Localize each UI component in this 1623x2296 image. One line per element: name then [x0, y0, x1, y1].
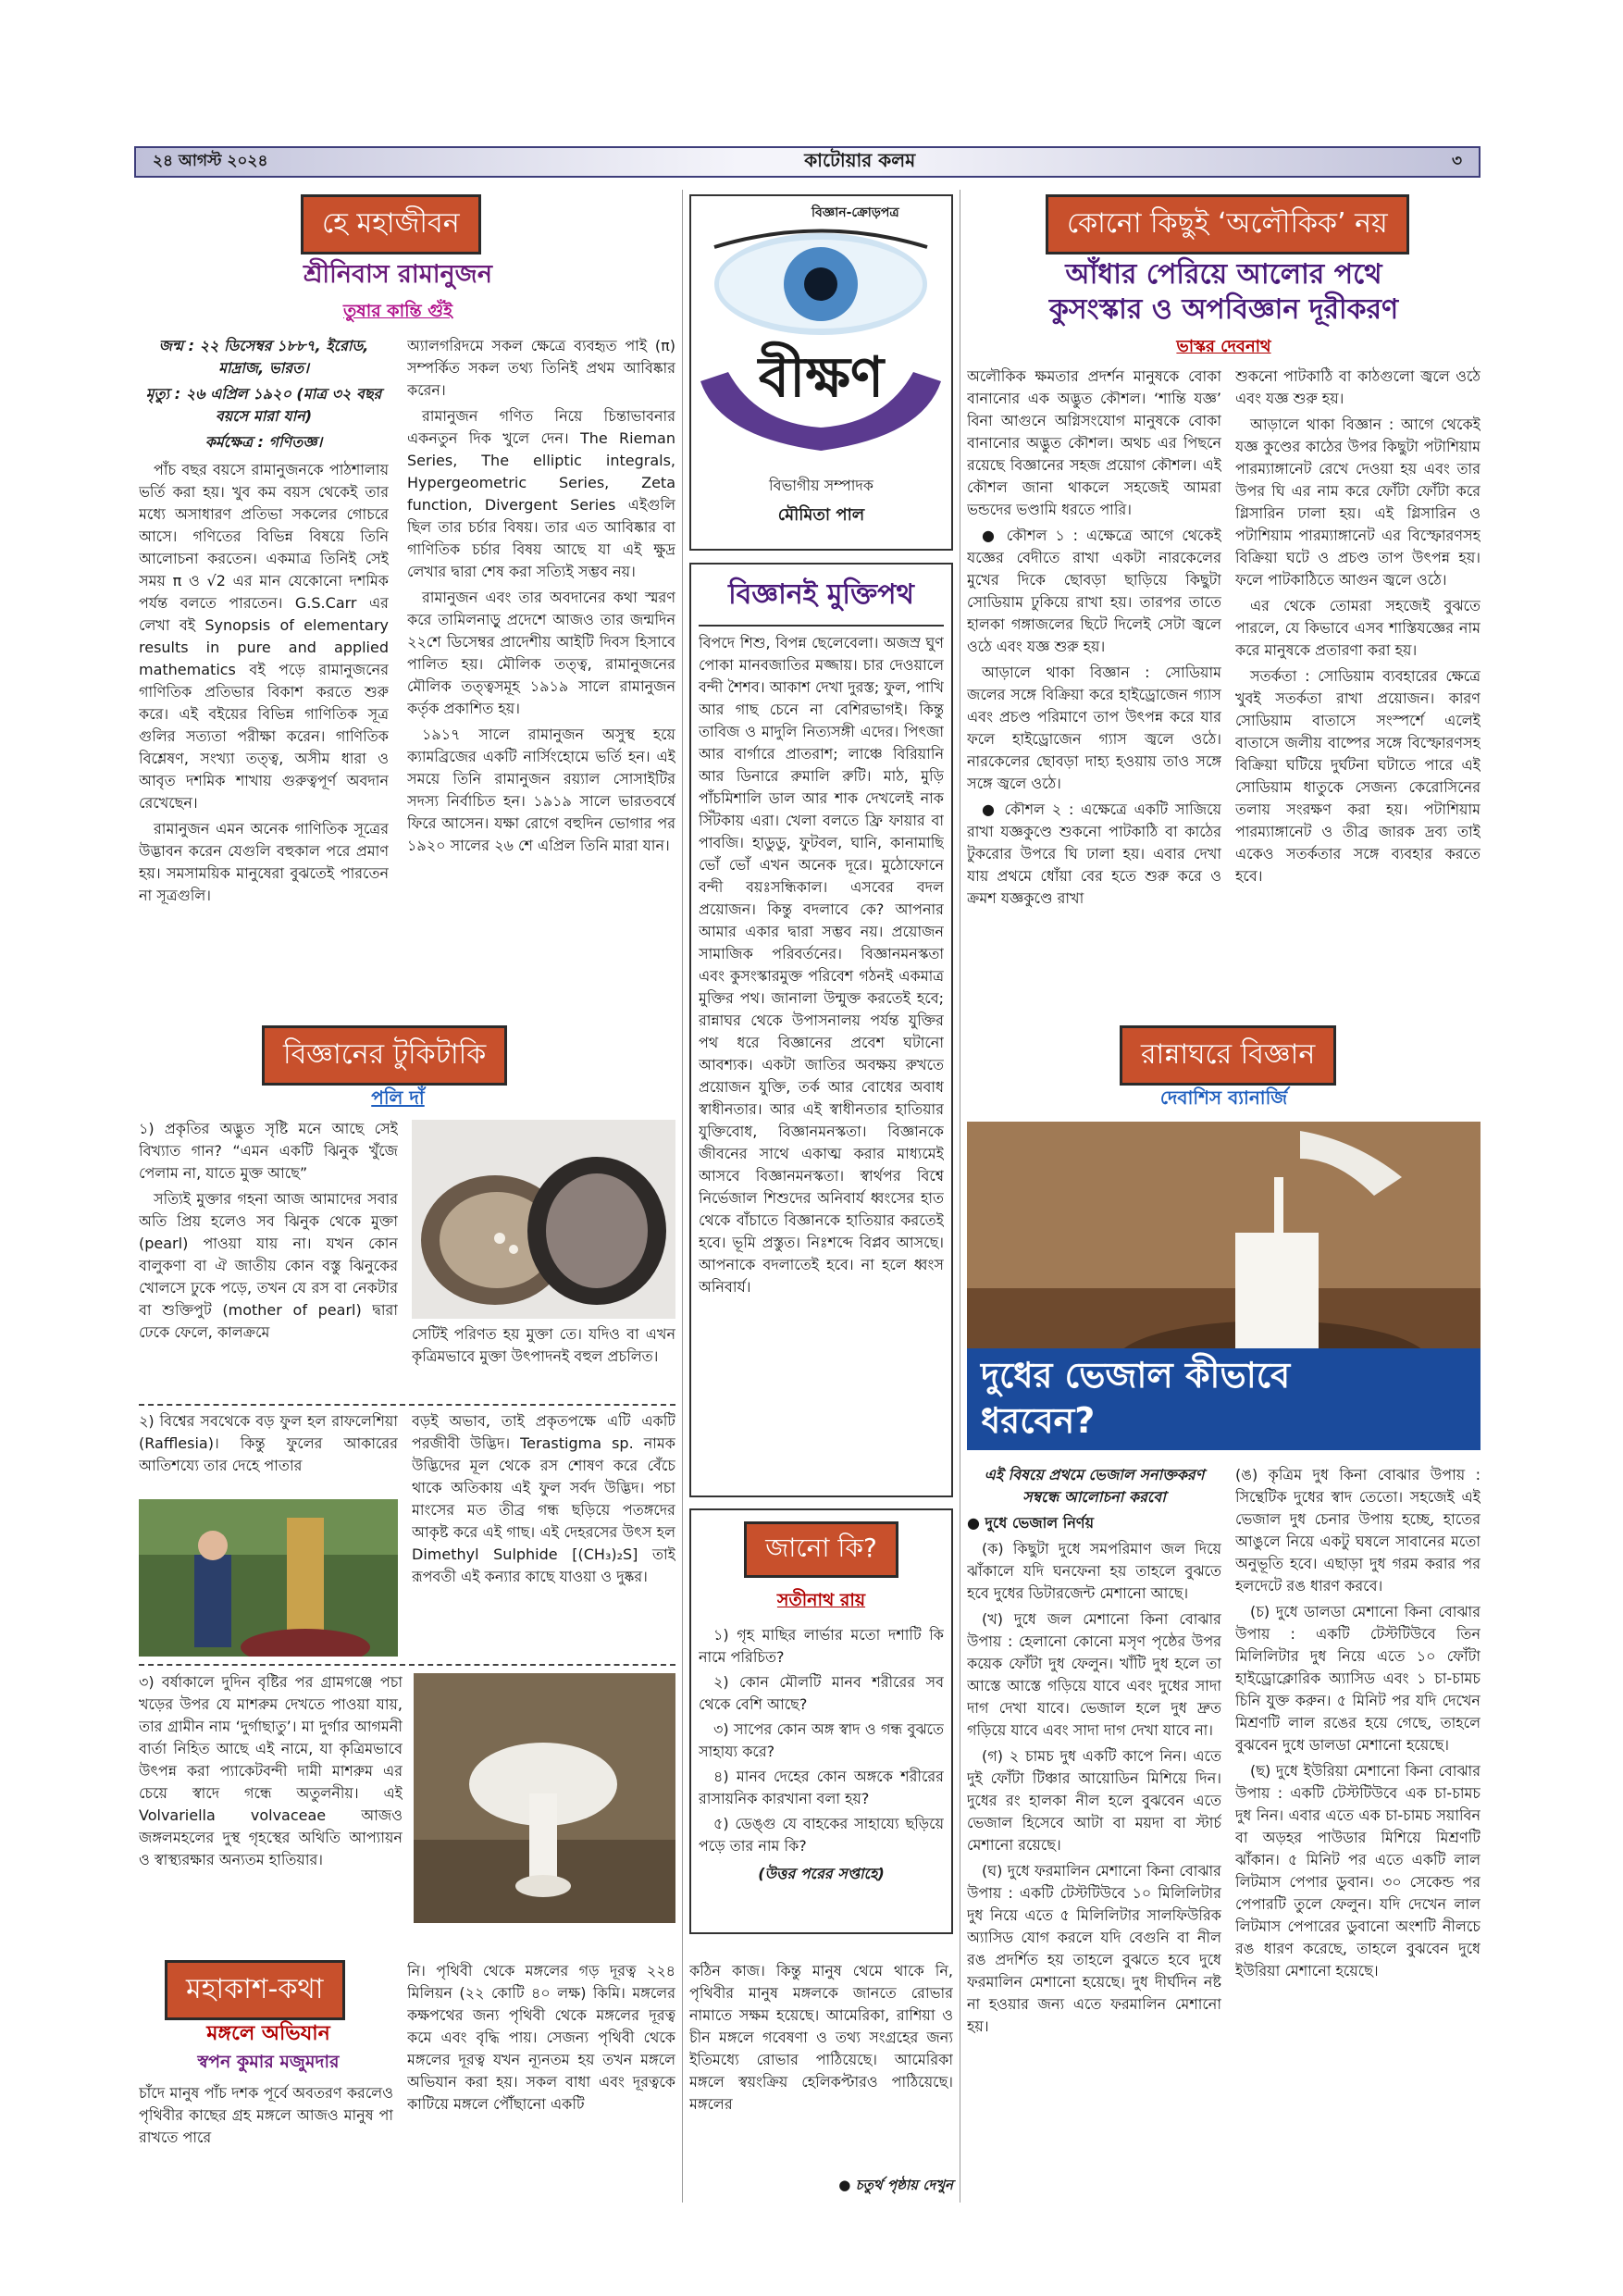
fact-3-text	[139, 1671, 403, 1949]
bikshan-title: বীক্ষণ	[758, 345, 885, 410]
quiz-question: ৪) মানব দেহের কোন অঙ্গকে শরীরের রাসায়নিক কারখানা বলা হয়?	[699, 1768, 944, 1807]
quiz-question: ১) গৃহ মাছির লার্ভার মতো দশাটি কি নামে পরিচিত?	[699, 1626, 944, 1666]
paragraph: রামানুজন এমন অনেক গাণিতিক সূত্রের উদ্ভাবন করেন যেগুলি বহুকাল পরে প্রমাণ হয়। সমসাময়িক মানুষেরা বুঝতেই পারতেন না সূত্রগুলি।	[139, 820, 389, 904]
paragraph: অ্যালগরিদমে সকল ক্ষেত্রে ব্যবহৃত পাই (π) সম্পর্কিত সকল তথ্য তিনিই প্রথম আবিষ্কার করেন।	[407, 337, 675, 399]
mukti-box	[689, 563, 953, 1497]
kitchen-subhead: ● দুধে ভেজাল নির্ণয়	[967, 1514, 1094, 1532]
quiz-question: ৩) সাপের কোন অঙ্গ স্বাদ ও গন্ধ বুঝতে সাহায্য করে?	[699, 1720, 944, 1760]
header-paper-name: কাটোয়ার কলম	[804, 148, 916, 171]
paragraph: (ক) কিছুটা দুধে সমপরিমাণ জল দিয়ে ঝাঁকালে যদি ঘনফেনা হয় তাহলে বুঝতে হবে দুধের ডিটারজেন্ট মেশানো আছে।	[967, 1540, 1221, 1602]
bio-field: কর্মক্ষেত্র : গণিতজ্ঞ।	[204, 433, 323, 451]
paragraph: (ছ) দুধে ইউরিয়া মেশানো কিনা বোঝার উপায় : একটি টেস্টটিউবে এক চা-চামচ দুধ নিন। এবার এতে এক চা-চামচ সয়াবিন বা অড়হর পাউডার মিশিয়ে মিশ্রণটি ঝাঁকান। ৫ মিনিট পর এতে একটি লাল লিটমাস পেপার ডুবান। ৩০ সেকেন্ড পর পেপারটি তুলে ফেলুন। যদি দেখেন লাল লিটমাস পেপারের ডুবানো অংশটি নীলচে রঙ ধারণ করেছে, তাহলে বুঝবেন দুধে ইউরিয়া মেশানো হয়েছে।	[1235, 1762, 1481, 1980]
milk-image-caption: দুধের ভেজাল কীভাবে ধরবেন?	[981, 1355, 1291, 1442]
mahakash-col-2	[407, 1960, 675, 2191]
section-title-alaukik: কোনো কিছুই ‘অলৌকিক’ নয়	[1046, 194, 1409, 254]
paragraph: আড়ালে থাকা বিজ্ঞান : সোডিয়াম জলের সঙ্গে বিক্রিয়া করে হাইড্রোজেন গ্যাস এবং প্রচণ্ড পরিমাণে তাপ উৎপন্ন করে যার ফলে হাইড্রোজেন গ্যাস জ্বলে ওঠে। নারকেলের ছোবড়া দাহ্য হওয়ায় তাও সঙ্গে সঙ্গে জ্বলে ওঠে।	[967, 664, 1221, 792]
paragraph: (খ) দুধে জল মেশানো কিনা বোঝার উপায় : হেলানো কোনো মসৃণ পৃষ্ঠের উপর কয়েক ফোঁটা দুধ ফেলুন। খাঁটি দুধ হলে তা আস্তে আস্তে গড়িয়ে যাবে এবং দুধের সাদা দাগ দেখা যাবে। ভেজাল হলে দুধ দ্রুত গড়িয়ে যাবে এবং সাদা দাগ দেখা যাবে না।	[967, 1610, 1221, 1739]
mukti-title: বিজ্ঞানই মুক্তিপথ	[699, 572, 944, 627]
paragraph: সত্যিই মুক্তার গহনা আজ আমাদের সবার অতি প্রিয় হলেও সব ঝিনুক থেকে মুক্তা (pearl) পাওয়া যায় না। যখন কোন বালুকণা বা ঐ জাতীয় কোন বস্তু ঝিনুকের খোলসে ঢুকে পড়ে, তখন যে রস বা নেকটার বা শুক্তিপুট (mother of pearl) দ্বারা ঢেকে ফেলে, কালক্রমে	[139, 1190, 398, 1341]
paragraph: ১) প্রকৃতির অদ্ভুত সৃষ্টি মনে আছে সেই বিখ্যাত গান? “এমন একটি ঝিনুক খুঁজে পেলাম না, যাতে মুক্ত আছে”	[139, 1120, 398, 1182]
paragraph: শুকনো পাটকাঠি বা কাঠগুলো জ্বলে ওঠে এবং যজ্ঞ শুরু হয়।	[1235, 367, 1481, 407]
bikshan-tag: বিজ্ঞান-ক্রোড়পত্র	[812, 205, 899, 220]
quiz-author: সতীনাথ রায়	[776, 1590, 866, 1610]
mahakash-author: স্বপন কুমার মজুমদার	[197, 2052, 340, 2072]
paragraph: নি। পৃথিবী থেকে মঙ্গলের গড় দূরত্ব ২২৪ মিলিয়ন (২২ কোটি ৪০ লক্ষ) কিমি। মঙ্গলের কক্ষপথের জন্য পৃথিবী থেকে মঙ্গলের দূরত্ব কমে এবং বৃদ্ধি পায়। সেজন্য পৃথিবী থেকে মঙ্গলের দূরত্ব যখন ন্যূনতম হয় তখন মঙ্গলে অভিযান করা হয়। সকল বাধা এবং দূরত্বকে কাটিয়ে মঙ্গলে পৌঁছানো একটি	[407, 1962, 675, 2113]
paragraph: রামানুজন গণিত নিয়ে চিন্তাভাবনার একনতুন দিক খুলে দেন। The Rieman Series, The elliptic integrals, Hypergeometric Series, Zeta function, Divergent Series এইগুলি ছিল তার চর্চার বিষয়। তার এত আবিষ্কার বা গাণিতিক চর্চার বিষয় আছে যা এই ক্ষুদ্র লেখার দ্বারা শেষ করা সত্যিই সম্ভব নয়।	[407, 407, 675, 580]
paragraph: সেটিই পরিণত হয় মুক্তা তে। যদিও বা এখন কৃত্রিমভাবে মুক্তা উৎপাদনই বহুল প্রচলিত।	[412, 1325, 675, 1365]
fact-1-text-cont	[412, 1323, 675, 1397]
mukti-body: বিপদে শিশু, বিপন্ন ছেলেবেলা। অজস্র ঘুণ পোকা মানবজাতির মজ্জায়। চার দেওয়ালে বন্দী শৈশব। আকাশ দেখা দুরস্ত; ফুল, পাখি আর গাছ চেনে না বেশিরভাগই। কিন্তু তাবিজ ও মাদুলি নিত্যসঙ্গী এদের। পিৎজা আর বার্গারে প্রাতরাশ; লাঞ্চে বিরিয়ানি আর ডিনারে রুমালি রুটি। মাঠ, মুড়ি পাঁচমিশালি ডাল আর শাক দেখলেই নাক সিঁটকায় এরা। খেলা বলতে ফ্রি ফায়ার বা পাবজি। হাডুডু, ফুটবল, ঘানি, কানামাছি ভোঁ ভোঁ এখন অনেক দূরে। মুঠোফোনে বন্দী বয়ঃসন্ধিকাল। এসবের বদল প্রয়োজন। কিন্তু বদলাবে কে? আপনার আমার একার দ্বারা সম্ভব নয়। প্রয়োজন সামাজিক পরিবর্তনের। বিজ্ঞানমনস্কতা এবং কুসংস্কারমুক্ত পরিবেশ গঠনই একমাত্র মুক্তির পথ। জানালা উন্মুক্ত করতেই হবে; রান্নাঘর থেকে উপাসনালয় পর্যন্ত যুক্তির পথ ধরে বিজ্ঞানের প্রবেশ ঘটানো আবশ্যক। একটা জাতির অবক্ষয় রুখতে প্রয়োজন যুক্তি, তর্ক আর বোধের অবাধ স্বাধীনতার। আর এই স্বাধীনতার হাতিয়ার যুক্তিবোধ, বিজ্ঞানমনস্কতা। বিজ্ঞানকে জীবনের সাথে একাত্ম করার মাধ্যমেই আসবে বিজ্ঞানমনস্কতা। স্বার্থপর বিশ্বে নির্ভেজাল শিশুদের অনিবার্য ধ্বংসের হাত থেকে বাঁচাতে বিজ্ঞানকে হাতিয়ার করতেই হবে। ভূমি প্রস্তুত। নিঃশব্দে বিপ্লব আসছে। আপনাকে বদলাতেই হবে। না হলে ধ্বংস অনিবার্য।	[699, 634, 944, 1296]
quiz-question: ২) কোন মৌলটি মানব শরীরের সব থেকে বেশি আছে?	[699, 1673, 944, 1713]
paragraph: ৩) বর্ষাকালে দুদিন বৃষ্টির পর গ্রামগঞ্জে পচা খড়ের উপর যে মাশরুম দেখতে পাওয়া যায়, তার গ্রামীন নাম ‘দুর্গাছাতু’। মা দুর্গার আগমনী বার্তা নিহিত আছে এই নামে, যা কৃত্রিমভাবে উৎপন্ন করা প্যাকেটবন্দী দামী মাশরুম এর চেয়ে স্বাদে গন্ধে অতুলনীয়। এই Volvariella volvaceae আজও জঙ্গলমহলের দুস্থ গৃহস্থের অথিতি আপ্যায়ন ও স্বাস্থ্যরক্ষার অন্যতম হাতিয়ার।	[139, 1673, 403, 1868]
alaukik-author: ভাস্কর দেবনাথ	[1176, 337, 1271, 356]
bio-death: মৃত্যু : ২৬ এপ্রিল ১৯২০ (মাত্র ৩২ বছর বয়সে মারা যান)	[145, 385, 382, 425]
paragraph: ● কৌশল ২ : এক্ষেত্রে একটি সাজিয়ে রাখা যজ্ঞকুণ্ডে শুকনো পাটকাঠি বা কাঠের টুকরোর উপরে ঘি ঢালা হয়। এবার দেখা যায় প্রথমে ধোঁয়া বের হতে শুরু করে ও ক্রমশ যজ্ঞকুণ্ডে রাখা	[967, 800, 1221, 907]
continued-notice: ● চতুর্থ পৃষ্ঠায় দেখুন	[838, 2177, 953, 2193]
paragraph: বড়ই অভাব, তাই প্রকৃতপক্ষে এটি একটি পরজীবী উদ্ভিদ। Terastigma sp. নামক উদ্ভিদের মূল থেকে রস শোষণ করে বেঁচে থাকে অতিকায় এই ফুল সর্বদ উদ্ভিদ। পচা মাংসের মত তীব্র গন্ধ ছড়িয়ে পতঙ্গদের আকৃষ্ট করে এই গাছ। এই দেহরসের উৎস হল Dimethyl Sulphide [(CH₃)₂S] তাই রূপবতী এই কন্যার কাছে যাওয়া ও দুষ্কর।	[412, 1412, 675, 1585]
article-subtitle: শ্রীনিবাস রামানুজন	[304, 260, 492, 289]
section-title-kitchen: রান্নাঘরে বিজ্ঞান	[1120, 1025, 1336, 1086]
left-column-1	[139, 335, 389, 1001]
paragraph: (ঘ) দুধে ফরমালিন মেশানো কিনা বোঝার উপায় : একটি টেস্টটিউবে ১০ মিলিলিটার দুধ নিয়ে এতে ৫ মিলিলিটার সালফিউরিক অ্যাসিড যোগ করলে যদি বেগুনি বা নীল রঙ প্রদর্শিত হয় তাহলে বুঝতে হবে দুধে ফরমালিন মেশানো হয়েছে। দুধ দীর্ঘদিন নষ্ট না হওয়ার জন্য এতে ফরমালিন মেশানো হয়।	[967, 1862, 1221, 2035]
kitchen-author: দেবাশিস ব্যানার্জি	[1159, 1086, 1288, 1109]
header-date: ২৪ আগস্ট ২০২৪	[153, 152, 268, 170]
milk-glass-photo	[967, 1122, 1481, 1450]
quiz-question: ৫) ডেঙ্গু যে বাহকের সাহায্যে ছড়িয়ে পড়ে তার নাম কি?	[699, 1815, 944, 1855]
page-header-bar	[134, 146, 1481, 178]
fact-2-text-cont	[412, 1410, 675, 1660]
paragraph: কঠিন কাজ। কিন্তু মানুষ থেমে থাকে নি, পৃথিবীর মানুষ মঙ্গলকে জানতে রোভার নামাতে সক্ষম হয়েছে। আমেরিকা, রাশিয়া ও চীন মঙ্গলে গবেষণা ও তথ্য সংগ্রহের জন্য ইতিমধ্যে রোভার পাঠিয়েছে। আমেরিকা মঙ্গলে স্বয়ংক্রিয় হেলিকপ্টারও পাঠিয়েছে। মঙ্গলের	[689, 1962, 953, 2113]
fact-2-text	[139, 1410, 398, 1494]
rafflesia-photo	[139, 1499, 398, 1657]
paragraph: আড়ালে থাকা বিজ্ঞান : আগে থেকেই যজ্ঞ কুণ্ডের কাঠের উপর কিছুটা পটাশিয়াম পারম্যাঙ্গানেট রেখে দেওয়া হয় এবং তার উপর ঘি এর নাম করে ফোঁটা ফোঁটা করে গ্লিসারিন ঢালা হয়। এই গ্লিসারিন ও পটাশিয়াম পারম্যাঙ্গানেট এর বিস্ফোরণসহ বিক্রিয়া ঘটে ও প্রচণ্ড তাপ উৎপন্ন হয়। ফলে পাটকাঠিতে আগুন জ্বলে ওঠে।	[1235, 416, 1481, 589]
fact-1-text	[139, 1118, 398, 1405]
editor-role: বিভাগীয় সম্পাদক	[769, 477, 873, 494]
alaukik-headline-2: কুসংস্কার ও অপবিজ্ঞান দূরীকরণ	[1048, 293, 1399, 326]
alaukik-col-2	[1235, 366, 1481, 1013]
alaukik-col-1	[967, 366, 1221, 1013]
kitchen-intro: এই বিষয়ে প্রথমে ভেজাল সনাক্তকরণ সম্বন্ধে আলোচনা করবো	[984, 1466, 1205, 1506]
paragraph: রামানুজন এবং তার অবদানের কথা স্মরণ করে তামিলনাড়ু প্রদেশে আজও তার জন্মদিন ২২শে ডিসেম্বর প্রাদেশীয় আইটি দিবস হিসাবে পালিত হয়। মৌলিক তত্ত্ব, রামানুজনের মৌলিক তত্ত্বসমূহ ১৯১৯ সালে রামানুজন কর্তৃক প্রকাশিত হয়।	[407, 589, 675, 717]
bio-birth: জন্ম : ২২ ডিসেম্বর ১৮৮৭, ইরোড, মাদ্রাজ, ভারত।	[158, 337, 369, 377]
header-page-number: ৩	[1451, 152, 1462, 170]
kitchen-col-2	[1235, 1464, 1481, 2167]
article-author: তুষার কান্তি গুঁই	[343, 301, 452, 321]
paragraph: এর থেকে তোমরা সহজেই বুঝতে পারলে, যে কিভাবে এসব শাস্তিযজ্ঞের নাম করে মানুষকে প্রতারণা করা হয়।	[1235, 597, 1481, 659]
paragraph: ১৯১৭ সালে রামানুজন অসুস্থ হয়ে ক্যামব্রিজের একটি নার্সিংহোমে ভর্তি হন। এই সময়ে তিনি রামানুজন রয়্যাল সোসাইটির সদস্য নির্বাচিত হন। ১৯১৯ সালে ভারতবর্ষে ফিরে আসেন। যক্ষা রোগে বহুদিন ভোগার পর ১৯২০ সালের ২৬ শে এপ্রিল তিনি মারা যান।	[407, 726, 675, 854]
tukitaki-author: পলি দাঁ	[371, 1086, 425, 1109]
mahakash-col-1	[139, 2082, 393, 2193]
quiz-note: (উত্তর পরের সপ্তাহে)	[758, 1865, 885, 1882]
paragraph: চাঁদে মানুষ পাঁচ দশক পূর্বে অবতরণ করলেও পৃথিবীর কাছের গ্রহ মঙ্গলে আজও মানুষ পা রাখতে পারে	[139, 2084, 393, 2146]
quiz-box	[689, 1508, 953, 1934]
kitchen-col-1	[967, 1464, 1221, 2167]
editor-name: মৌমিতা পাল	[777, 505, 865, 525]
quiz-questions	[699, 1624, 944, 1885]
mahakash-col-3	[689, 1960, 953, 2164]
paragraph: ● কৌশল ১ : এক্ষেত্রে আগে থেকেই যজ্ঞের বেদীতে রাখা একটা নারকেলের মুখের দিকে ছোবড়া ছাড়িয়ে কিছুটা সোডিয়াম ঢুকিয়ে রাখা হয়। তারপর তাতে হালকা গঙ্গাজলের ছিটে দিলেই সেটা জ্বলে ওঠে এবং যজ্ঞ শুরু হয়।	[967, 527, 1221, 655]
mahakash-subtitle: মঙ্গলে অভিযান	[206, 2022, 330, 2045]
section-title-mahakash: মহাকাশ-কথা	[165, 1960, 345, 2020]
bikshan-masthead	[689, 194, 953, 551]
paragraph: ২) বিশ্বের সবথেকে বড় ফুল হল রাফলেশিয়া (Rafflesia)। কিন্তু ফুলের আকারের আতিশয্যে তার দেহে পাতার	[139, 1412, 398, 1474]
left-column-2	[407, 335, 675, 1001]
section-title-tukitaki: বিজ্ঞানের টুকিটাকি	[262, 1025, 507, 1086]
alaukik-headline-1: আঁধার পেরিয়ে আলোর পথে	[1065, 258, 1382, 291]
paragraph: (ঙ) কৃত্রিম দুধ কিনা বোঝার উপায় : সিন্থেটিক দুধের স্বাদ তেতো। সহজেই এই ভেজাল দুধ চেনার উপায় হচ্ছে, হাতের আঙুলে নিয়ে একটু ঘষলে সাবানের মতো অনুভূতি হবে। এছাড়া দুধ গরম করার পর হলদেটে রঙ ধারণ করবে।	[1235, 1466, 1481, 1595]
paragraph: (গ) ২ চামচ দুধ একটি কাপে নিন। এতে দুই ফোঁটা টিঞ্চার আয়োডিন মিশিয়ে দিন। দুধের রং হালকা নীল হলে বুঝবেন এতে ভেজাল হিসেবে আটা বা ময়দা বা স্টার্চ মেশানো রয়েছে।	[967, 1747, 1221, 1854]
paragraph: সতর্কতা : সোডিয়াম ব্যবহারের ক্ষেত্রে খুবই সতর্কতা রাখা প্রয়োজন। কারণ সোডিয়াম বাতাসে সংস্পর্শে এলেই বাতাসে জলীয় বাষ্পের সঙ্গে বিস্ফোরণসহ বিক্রিয়া ঘটিয়ে দুর্ঘটনা ঘটাতে পারে এই সোডিয়াম ধাতুকে সেজন্য কেরোসিনের তলায় সংরক্ষণ করা হয়। পটাশিয়াম পারম্যাঙ্গানেট ও তীব্র জারক দ্রব্য তাই একেও সতর্কতার সঙ্গে ব্যবহার করতে হবে।	[1235, 667, 1481, 885]
paragraph: (চ) দুধে ডালডা মেশানো কিনা বোঝার উপায় : একটি টেস্টটিউবে তিন মিলিলিটার দুধ নিয়ে এতে ১০ ফোঁটা হাইড্রোক্লোরিক অ্যাসিড এবং ১ চা-চামচ চিনি যুক্ত করুন। ৫ মিনিট পর যদি দেখেন মিশ্রণটি লাল রঙের হয়ে গেছে, তাহলে বুঝবেন দুধে ডালডা মেশানো হয়েছে।	[1235, 1603, 1481, 1754]
section-title-mahajibon: হে মহাজীবন	[301, 194, 481, 254]
quiz-title: জানো কি?	[744, 1521, 898, 1578]
divider	[139, 1404, 675, 1406]
oyster-pearl-photo	[412, 1120, 675, 1319]
divider	[139, 1664, 675, 1666]
mushroom-photo	[414, 1673, 675, 1923]
column-rule	[682, 190, 683, 2203]
paragraph: পাঁচ বছর বয়সে রামানুজনকে পাঠশালায় ভর্তি করা হয়। খুব কম বয়স থেকেই তার মধ্যে অসাধারণ প্রতিভা সকলের গোচরে আসে। গণিতের বিভিন্ন বিষয়ে তিনি আলোচনা করতেন। একমাত্র তিনিই সেই সময় π ও √2 এর মান যেকোনো দশমিক পর্যন্ত বলতে পারতেন। G.S.Carr এর লেখা বই Synopsis of elementary results in pure and applied mathematics বই পড়ে রামানুজনের গাণিতিক প্রতিভার বিকাশ করতে শুরু করে। এই বইয়ের বিভিন্ন গাণিতিক সূত্র গুলির সত্যতা পরীক্ষা করেন। গাণিতিক বিশ্লেষণ, সংখ্যা তত্ত্ব, অসীম ধারা ও আবৃত দশমিক শাখায় গুরুত্বপূর্ণ অবদান রেখেছেন।	[139, 461, 389, 812]
paragraph: অলৌকিক ক্ষমতার প্রদর্শন মানুষকে বোকা বানানোর এক অদ্ভুত কৌশল। ‘শান্তি যজ্ঞ’ বিনা আগুনে অগ্নিসংযোগ মানুষকে বোকা বানানোর অদ্ভুত কৌশল। অথচ এর পিছনে রয়েছে বিজ্ঞানের সহজ প্রয়োগ কৌশল। এই কৌশল জানা থাকলে সহজেই আমরা ভন্ডদের ভণ্ডামি ধরতে পারি।	[967, 367, 1221, 518]
